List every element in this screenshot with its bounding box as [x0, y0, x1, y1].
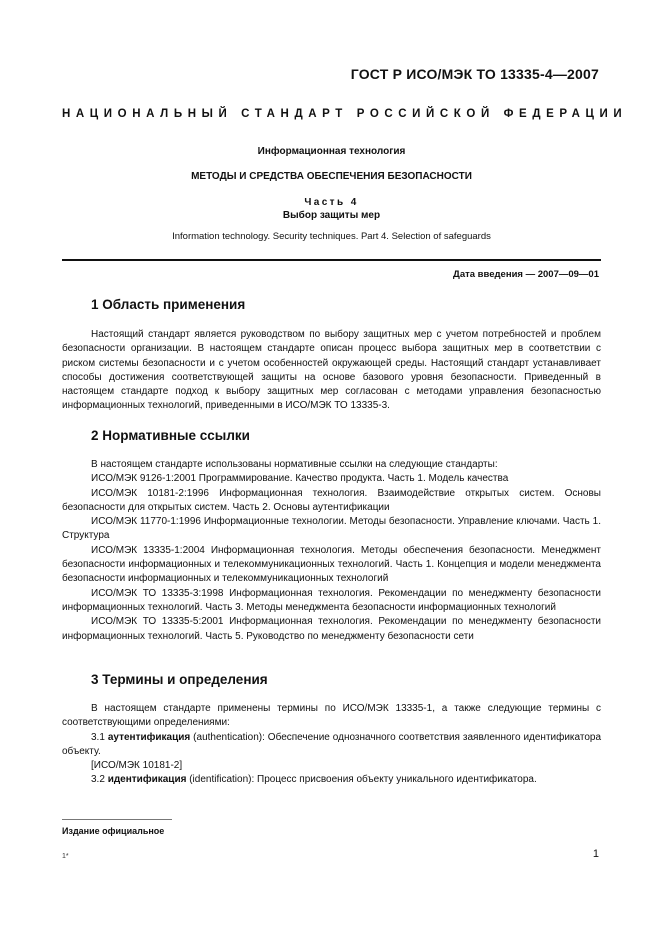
section-2-heading: 2 Нормативные ссылки — [91, 428, 250, 443]
national-standard-label: НАЦИОНАЛЬНЫЙ СТАНДАРТ РОССИЙСКОЙ ФЕДЕРАЦИИ — [62, 108, 628, 120]
reference-item: ИСО/МЭК ТО 13335-3:1998 Информационная технология. Рекомендации по менеджменту безопасности информационных технологий. Часть 3. Методы менеджмента безопасности информационных технологий — [62, 587, 601, 613]
part-title: Выбор защиты мер — [282, 210, 381, 221]
term-text: (authentication): Обеспечение однозначного соответствия заявленного идентификатора объекту. — [62, 731, 602, 757]
term-definition — [62, 731, 601, 760]
term-text: (identification): Процесс присвоения объекту уникального идентификатора. — [189, 774, 537, 786]
term-reference: [ИСО/МЭК 10181-2] — [91, 760, 183, 772]
term-number: 3.2 — [91, 774, 105, 786]
official-edition-note: Издание официальное — [62, 826, 165, 836]
footer-divider — [62, 819, 172, 820]
part-label: Часть 4 — [304, 197, 359, 208]
reference-item: ИСО/МЭК 10181-2:1996 Информационная технология. Взаимодействие открытых систем. Основы безопасности для открытых систем. Часть 2. Основы аутентификации — [62, 487, 601, 513]
section-3-body — [62, 702, 601, 788]
term-name: идентификация — [107, 774, 187, 786]
section-2-body — [62, 458, 601, 644]
english-title: Information technology. Security techniques. Part 4. Selection of safeguards — [172, 231, 491, 242]
main-title: МЕТОДЫ И СРЕДСТВА ОБЕСПЕЧЕНИЯ БЕЗОПАСНОСТИ — [191, 171, 472, 182]
section-3-heading: 3 Термины и определения — [91, 672, 268, 687]
title-divider — [62, 259, 601, 261]
reference-item: ИСО/МЭК ТО 13335-5:2001 Информационная технология. Рекомендации по менеджменту безопасности информационных технологий. Часть 5. Руководство по менеджменту безопасности сети — [62, 616, 601, 642]
references-intro: В настоящем стандарте использованы нормативные ссылки на следующие стандарты: — [91, 459, 498, 470]
sheet-mark: 1* — [62, 853, 69, 860]
term-definition — [62, 773, 601, 787]
section-1-body — [62, 328, 601, 414]
reference-item: ИСО/МЭК 11770-1:1996 Информационные технологии. Методы безопасности. Управление ключами. Часть 1. Структура — [62, 516, 601, 542]
section-1-paragraph: Настоящий стандарт является руководством по выбору защитных мер с учетом потребностей и проблем безопасности организации. В настоящем стандарте описан процесс выбора защитных мер в соответствии с риском системы безопасности и с учетом особенностей окружающей среды. Настоящий стандарт устанавливает способы достижения соответствующей защиты на основе базового уровня безопасности. Приведенный в настоящем стандарте подход к выбору защитных мер согласован с методами управления безопасностью информационных технологий, приведенными в ИСО/МЭК ТО 13335-3. — [62, 329, 601, 412]
term-number: 3.1 — [91, 731, 105, 743]
intro-date: Дата введения — 2007—09—01 — [453, 269, 599, 280]
page-number: 1 — [592, 848, 599, 860]
section-1-heading: 1 Область применения — [91, 297, 246, 312]
reference-item: ИСО/МЭК 9126-1:2001 Программирование. Качество продукта. Часть 1. Модель качества — [91, 473, 509, 485]
standard-id: ГОСТ Р ИСО/МЭК ТО 13335-4—2007 — [350, 66, 599, 82]
reference-item: ИСО/МЭК 13335-1:2004 Информационная технология. Методы обеспечения безопасности. Менеджмент безопасности информационных и телекоммуникационных технологий. Часть 1. Концепция и модели менеджмента безопасности информационных и телекоммуникационных технологий — [62, 544, 601, 585]
subject-title: Информационная технология — [257, 146, 406, 157]
terms-intro: В настоящем стандарте применены термины по ИСО/МЭК 13335-1, а также следующие термины с соответствующими определениями: — [62, 703, 601, 729]
term-name: аутентификация — [107, 731, 191, 743]
